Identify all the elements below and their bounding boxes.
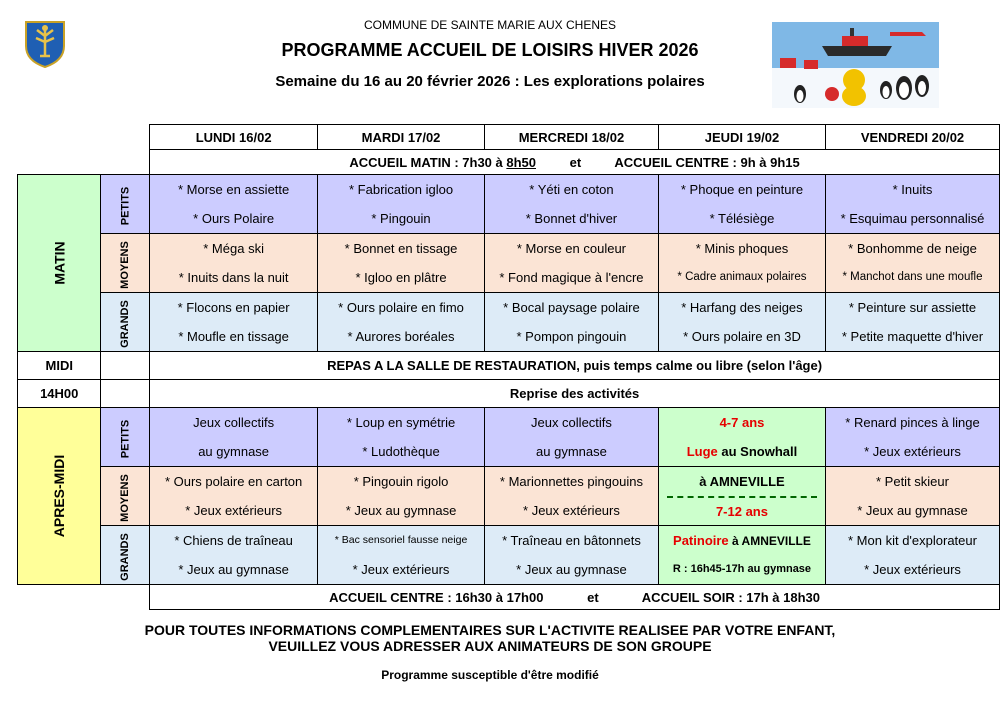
activity-line: * Bac sensoriel fausse neige — [334, 534, 468, 546]
activity-cell — [150, 467, 318, 526]
activity-line: * Ludothèque — [362, 444, 440, 459]
activity-cell — [150, 293, 318, 352]
activity-line: * Pingouin — [371, 211, 431, 226]
activity-cell — [150, 408, 318, 467]
activity-cell — [658, 293, 825, 352]
page-subtitle: Semaine du 16 au 20 février 2026 : Les explorations polaires — [275, 73, 705, 90]
activity-line: * Mon kit d'explorateur — [848, 533, 977, 548]
day-header-friday: VENDREDI 20/02 — [825, 125, 999, 150]
activity-cell — [658, 234, 825, 293]
activity-line: * Aurores boréales — [347, 329, 455, 344]
activity-line: * Renard pinces à linge — [845, 415, 980, 430]
activity-line: PETITS — [119, 419, 132, 458]
matin-petits-row — [18, 175, 1000, 234]
activity-line: ACCUEIL CENTRE : 9h à 9h15 — [614, 154, 800, 170]
activity-line: * Télésiège — [709, 211, 775, 226]
activity-line: * Igloo en plâtre — [355, 270, 447, 285]
activity-cell — [150, 175, 318, 234]
matin-grands-row — [18, 293, 1000, 352]
activity-line: Luge — [686, 444, 718, 459]
midi-row — [18, 352, 1000, 380]
activity-line: GRANDS — [119, 299, 132, 348]
matin-label — [18, 175, 101, 352]
activity-line: * Jeux extérieurs — [864, 444, 961, 459]
activity-line: * Jeux extérieurs — [864, 562, 961, 577]
corner-blank — [101, 125, 150, 150]
day-header-monday: LUNDI 16/02 — [150, 125, 318, 150]
activity-line: * Phoque en peinture — [680, 182, 804, 197]
activity-cell — [484, 526, 658, 585]
activity-line: * Jeux au gymnase — [178, 562, 289, 577]
activity-line: au gymnase — [536, 444, 607, 459]
activity-line: Jeux collectifs — [530, 415, 612, 430]
reprise-row — [18, 380, 1000, 408]
time-14h-label: 14H00 — [18, 380, 101, 408]
activity-line: * Jeux extérieurs — [185, 503, 283, 518]
group-label-petits — [101, 175, 150, 234]
activity-cell — [484, 467, 658, 526]
activity-line: ACCUEIL SOIR : 17h à 18h30 — [641, 589, 821, 605]
activity-line: au — [717, 444, 741, 459]
footer-info — [0, 622, 980, 654]
activity-line: MOYENS — [119, 240, 132, 289]
activity-line: * Marionnettes pingouins — [499, 474, 643, 489]
activity-line: * Moufle en tissage — [178, 329, 289, 344]
activity-line: 7-12 ans — [715, 504, 768, 519]
apm-petits-row — [18, 408, 1000, 467]
accueil-matin-row — [18, 150, 1000, 175]
activity-line: ACCUEIL MATIN : 7h30 à — [349, 154, 507, 170]
reprise-text: Reprise des activités — [150, 380, 1000, 408]
activity-cell — [318, 175, 485, 234]
activity-line: * Bonnet d'hiver — [525, 211, 618, 226]
activity-line: à AMNEVILLE — [699, 474, 785, 489]
activity-line: * Ours Polaire — [193, 211, 275, 226]
empty-cell — [101, 352, 150, 380]
activity-line: * Jeux extérieurs — [523, 503, 620, 518]
activity-line: à AMNEVILLE — [728, 534, 811, 548]
activity-line: au gymnase — [198, 444, 270, 459]
matin-moyens-row — [18, 234, 1000, 293]
activity-cell — [318, 234, 485, 293]
activity-cell — [484, 234, 658, 293]
midi-text: REPAS A LA SALLE DE RESTAURATION, puis temps calme ou libre (selon l'âge) — [150, 352, 1000, 380]
activity-line: * Harfang des neiges — [681, 300, 803, 315]
activity-line: * Méga ski — [203, 241, 264, 256]
activity-line: * Ours polaire en 3D — [683, 329, 801, 344]
activity-line: * Traîneau en bâtonnets — [502, 533, 641, 548]
activity-line: * Bonhomme de neige — [848, 241, 977, 256]
activity-line: * Manchot dans une moufle — [842, 271, 983, 283]
activity-line: 4-7 ans — [719, 415, 765, 430]
activity-cell — [825, 293, 999, 352]
corner-blank — [18, 125, 101, 150]
activity-cell — [484, 408, 658, 467]
activity-line: * Jeux au gymnase — [857, 503, 968, 518]
activity-line: * Ours polaire en fimo — [338, 300, 464, 315]
activity-line: ACCUEIL CENTRE : 16h30 à 17h00 — [329, 589, 544, 605]
activity-line: GRANDS — [119, 532, 132, 581]
footer-line-2: VEUILLEZ VOUS ADRESSER AUX ANIMATEURS DE SON GROUPE — [268, 638, 712, 654]
activity-line: * Bonnet en tissage — [344, 241, 458, 256]
apm-moyens-row — [18, 467, 1000, 526]
activity-line: * Chiens de traîneau — [174, 533, 293, 548]
activity-line: * Inuits dans la nuit — [178, 270, 289, 285]
footer-line-1: POUR TOUTES INFORMATIONS COMPLEMENTAIRES SUR L'ACTIVITE REALISEE PAR VOTRE ENFANT, — [144, 622, 836, 638]
activity-line: Patinoire — [673, 533, 729, 548]
program-table — [17, 124, 1000, 610]
activity-cell — [150, 526, 318, 585]
activity-line: et — [569, 154, 582, 170]
activity-line: * Minis phoques — [695, 241, 789, 256]
activity-cell — [825, 526, 999, 585]
activity-line: Snowhall — [740, 444, 798, 459]
activity-cell — [318, 526, 485, 585]
apm-grands-row — [18, 526, 1000, 585]
activity-line: * Ours polaire en carton — [164, 474, 303, 489]
day-header-wednesday: MERCREDI 18/02 — [484, 125, 658, 150]
activity-cell — [150, 234, 318, 293]
activity-line: * Jeux au gymnase — [345, 503, 457, 518]
thursday-outing-7-12 — [658, 467, 825, 526]
midi-label: MIDI — [18, 352, 101, 380]
activity-cell — [484, 175, 658, 234]
activity-line: R : 16h45-17h au gymnase — [672, 563, 812, 575]
activity-line: PETITS — [119, 186, 132, 225]
activity-line: MOYENS — [119, 473, 132, 522]
activity-line: * Loup en symétrie — [346, 415, 456, 430]
activity-line: * Peinture sur assiette — [848, 300, 977, 315]
activity-line: * Fabrication igloo — [349, 182, 454, 197]
activity-line: * Flocons en papier — [177, 300, 290, 315]
group-label-grands — [101, 526, 150, 585]
activity-line: * Inuits — [892, 182, 933, 197]
group-label-petits — [101, 408, 150, 467]
thursday-outing-4-7 — [658, 408, 825, 467]
activity-line: MATIN — [51, 241, 68, 285]
activity-line: * Pompon pingouin — [516, 329, 627, 344]
days-header-row — [18, 125, 1000, 150]
day-header-thursday: JEUDI 19/02 — [658, 125, 825, 150]
activity-line: * Fond magique à l'encre — [499, 270, 644, 285]
activity-cell — [318, 293, 485, 352]
activity-line: * Jeux extérieurs — [352, 562, 450, 577]
activity-line: Jeux collectifs — [193, 415, 275, 430]
polar-scene-illustration — [772, 22, 939, 108]
activity-line: * Morse en assiette — [177, 182, 290, 197]
activity-cell — [825, 234, 999, 293]
accueil-matin — [150, 150, 1000, 175]
page-title: PROGRAMME ACCUEIL DE LOISIRS HIVER 2026 — [281, 40, 699, 60]
activity-line: * Esquimau personnalisé — [840, 211, 985, 226]
activity-line: * Yéti en coton — [529, 182, 614, 197]
activity-line: * Petite maquette d'hiver — [841, 329, 984, 344]
footer-note: Programme susceptible d'être modifié — [381, 668, 599, 682]
activity-cell — [825, 467, 999, 526]
day-header-tuesday: MARDI 17/02 — [318, 125, 485, 150]
activity-cell — [318, 467, 485, 526]
accueil-soir-row — [18, 585, 1000, 610]
activity-cell — [825, 408, 999, 467]
accueil-soir — [150, 585, 1000, 610]
activity-cell — [658, 175, 825, 234]
activity-line: et — [587, 589, 599, 605]
activity-line: * Pingouin rigolo — [353, 474, 449, 489]
activity-line: * Jeux au gymnase — [516, 562, 627, 577]
thursday-outing-patinoire — [658, 526, 825, 585]
activity-line: APRES-MIDI — [51, 454, 68, 538]
group-label-moyens — [101, 467, 150, 526]
activity-cell — [484, 293, 658, 352]
apres-midi-label — [18, 408, 101, 585]
commune-name: COMMUNE DE SAINTE MARIE AUX CHENES — [363, 18, 617, 32]
activity-line: 8h50 — [506, 154, 536, 170]
empty-cell — [101, 380, 150, 408]
activity-line: * Bocal paysage polaire — [503, 300, 640, 315]
group-label-grands — [101, 293, 150, 352]
activity-line: * Cadre animaux polaires — [677, 271, 807, 283]
activity-line: * Petit skieur — [876, 474, 949, 489]
group-label-moyens — [101, 234, 150, 293]
activity-cell — [318, 408, 485, 467]
activity-cell — [825, 175, 999, 234]
activity-line: * Morse en couleur — [516, 241, 627, 256]
